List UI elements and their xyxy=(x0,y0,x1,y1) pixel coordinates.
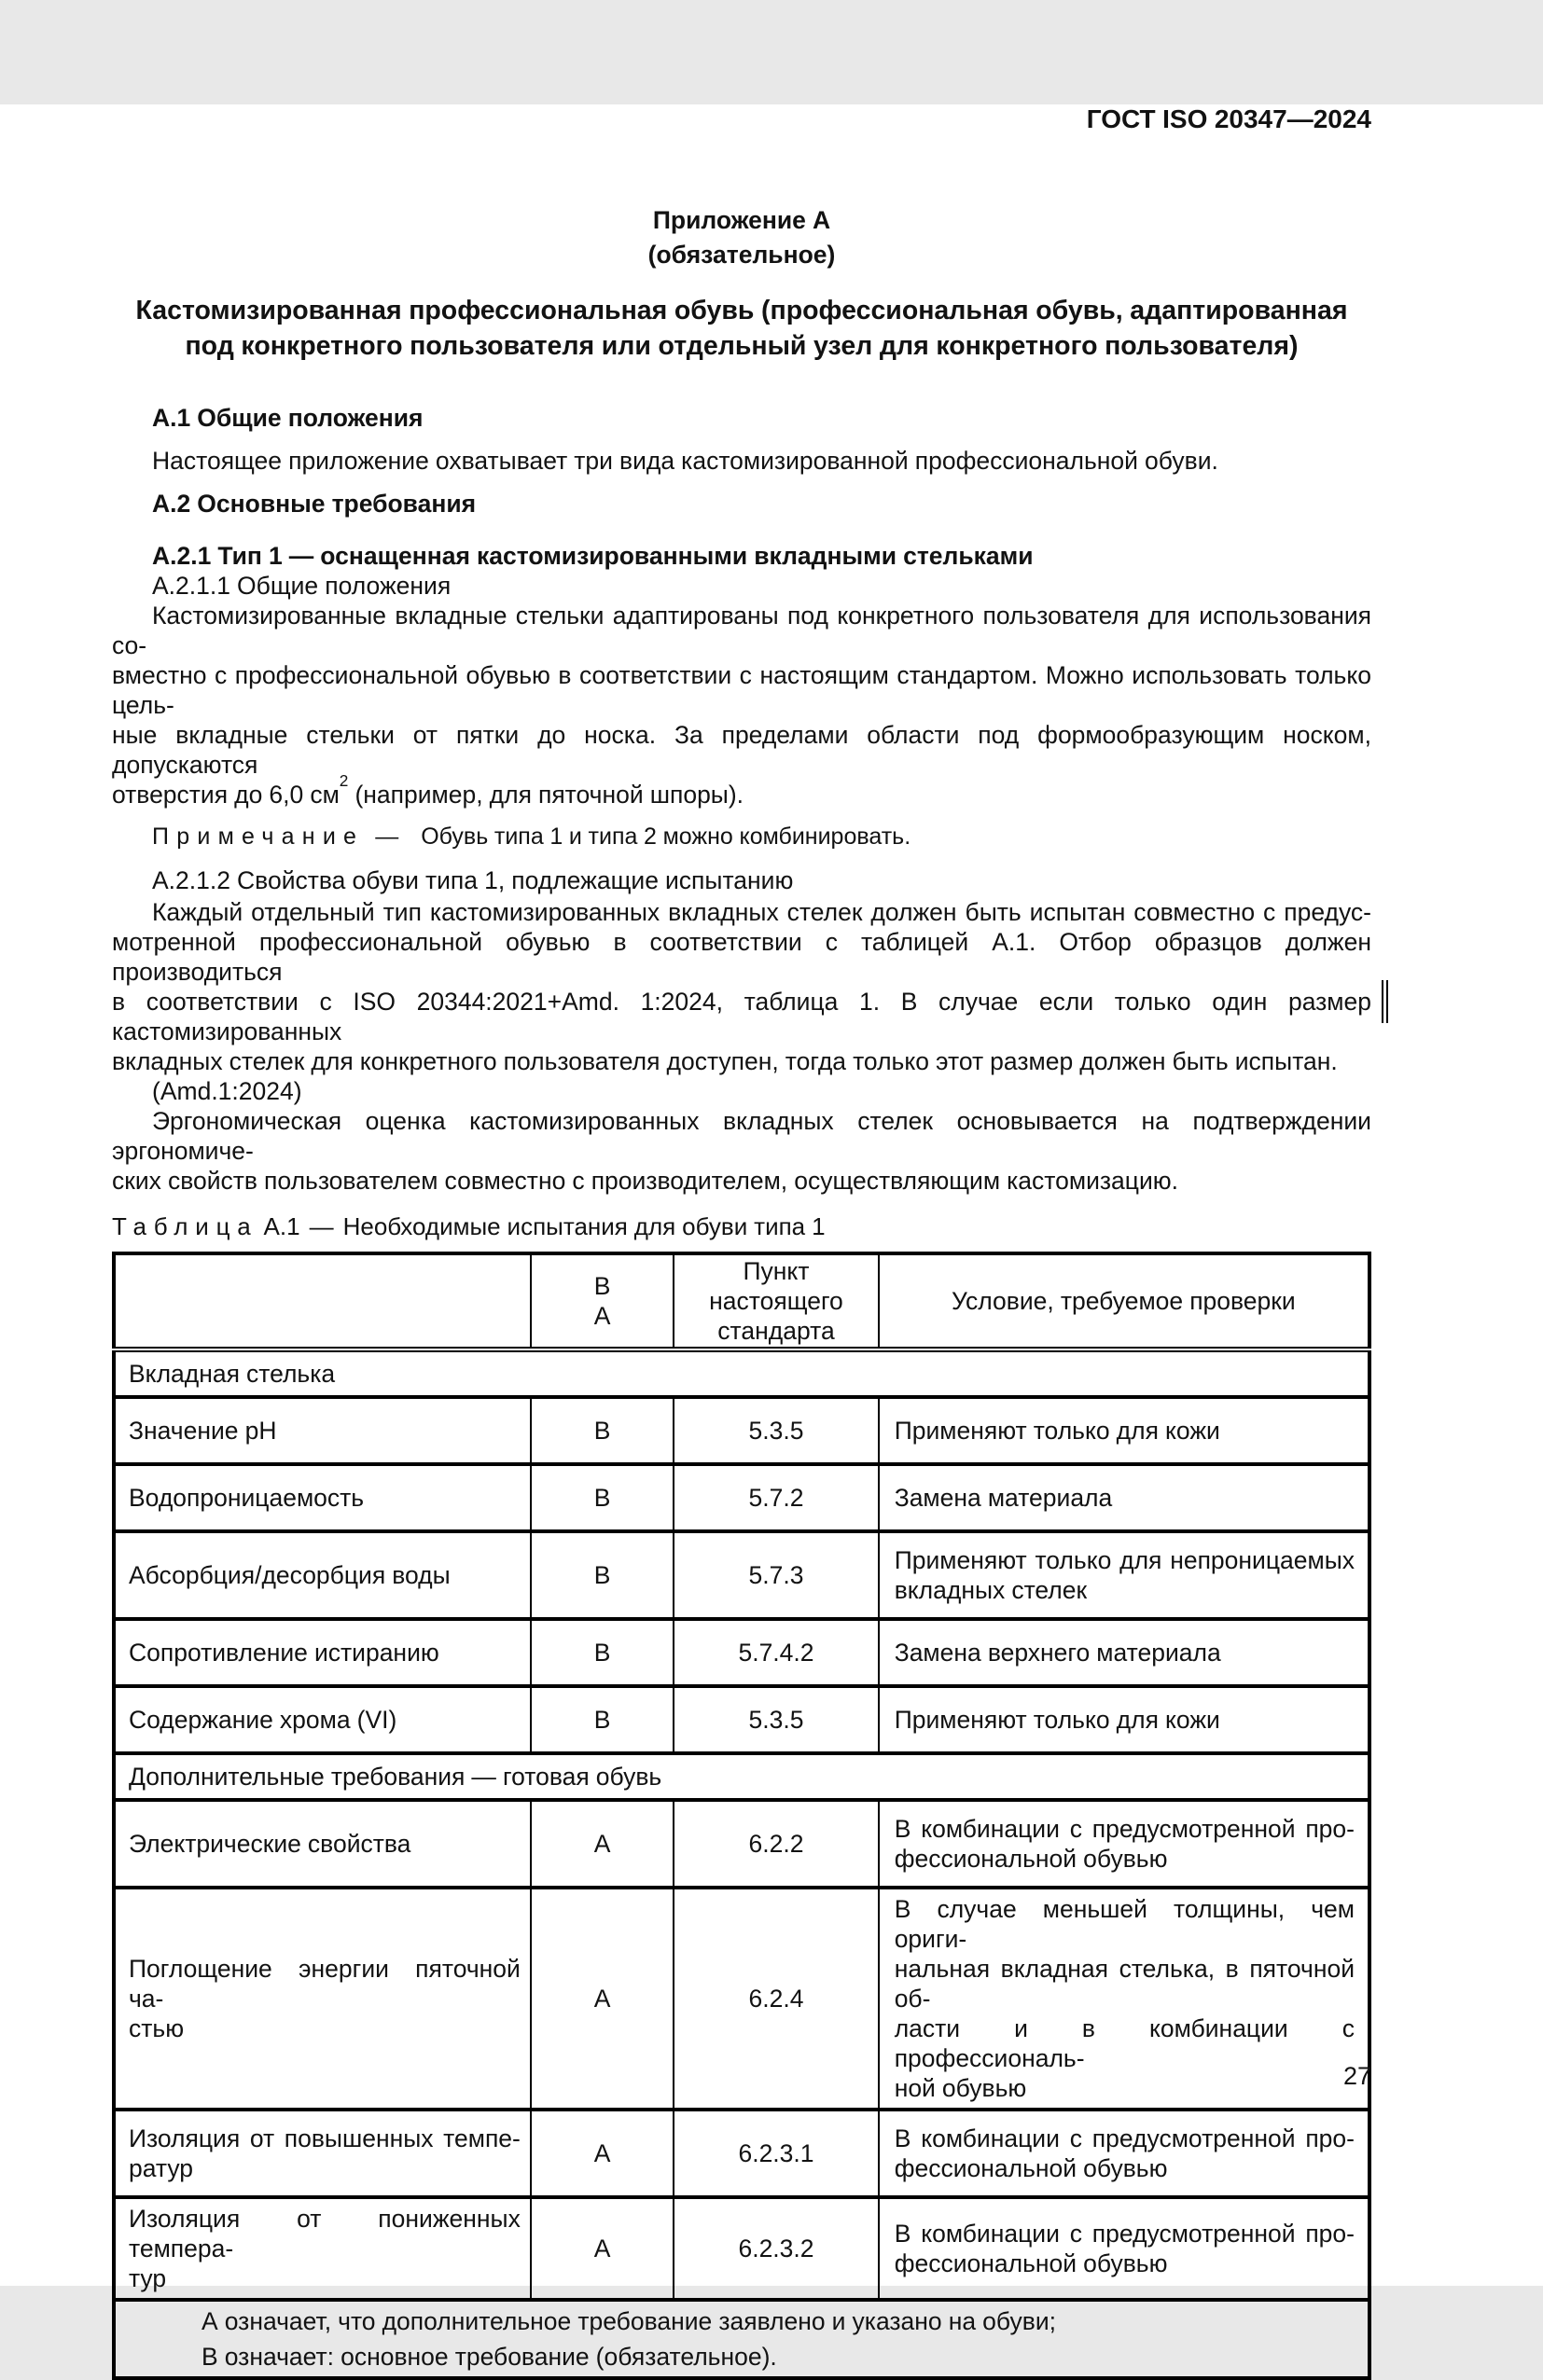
paragraph-line: вкладных стелек для конкретного пользователя доступен, тогда только этот размер должен быть испытан. xyxy=(112,1047,1338,1075)
document-page xyxy=(0,104,1543,2371)
paragraph-line: Эргономическая оценка кастомизированных вкладных стелек основывается на подтверждении эргономиче- xyxy=(112,1107,1371,1165)
footnote-line: В означает: основное требование (обязательное). xyxy=(202,2343,777,2371)
cell-clause: 5.7.2 xyxy=(674,1464,878,1531)
paragraph-line: мотренной профессиональной обувью в соответствии с таблицей А.1. Отбор образцов должен производиться xyxy=(112,928,1371,986)
section-title: Дополнительные требования — готовая обувь xyxy=(114,1753,1369,1800)
table-footnote-row xyxy=(114,2300,1369,2378)
cell-clause: 5.7.3 xyxy=(674,1531,878,1619)
property-line: ратур xyxy=(129,2154,194,2182)
header-clause-line: стандарта xyxy=(717,1317,835,1345)
property-line: Изоляция от пониженных темпера- xyxy=(129,2205,521,2262)
cell-clause: 6.2.2 xyxy=(674,1800,878,1888)
cell-property: Электрические свойства xyxy=(114,1800,531,1888)
cell-property xyxy=(114,2197,531,2300)
table-caption-label: Таблица xyxy=(112,1212,258,1240)
cell-property: Водопроницаемость xyxy=(114,1464,531,1531)
running-header xyxy=(112,104,1371,134)
condition-line: В случае меньшей толщины, чем ориги- xyxy=(894,1895,1355,1953)
cell-mark: А xyxy=(531,2110,674,2197)
paragraph-a1: Настоящее приложение охватывает три вида кастомизированной профессиональной обуви. xyxy=(152,447,1218,475)
superscript: 2 xyxy=(339,771,349,791)
appendix-title-line: под конкретного пользователя или отдельный узел для конкретного пользователя) xyxy=(185,331,1299,361)
header-cell-condition: Условие, требуемое проверки xyxy=(879,1253,1369,1349)
text-run: отверстия до 6,0 см xyxy=(112,781,340,809)
table-section-row xyxy=(114,1349,1369,1397)
cell-clause: 5.3.5 xyxy=(674,1397,878,1464)
condition-line: Применяют только для непроницаемых xyxy=(894,1546,1355,1574)
condition-line: фессиональной обувью xyxy=(894,2249,1168,2277)
header-cell-mark xyxy=(531,1253,674,1349)
property-line: Изоляция от повышенных темпе- xyxy=(129,2124,521,2152)
condition-line: ласти и в комбинации с профессиональ- xyxy=(894,2014,1355,2072)
table-caption-number: А.1 xyxy=(263,1212,300,1240)
cell-mark: А xyxy=(531,1800,674,1888)
appendix-title xyxy=(112,293,1371,364)
text-run: (например, для пяточной шпоры). xyxy=(348,781,744,809)
cell-condition xyxy=(879,1531,1369,1619)
cell-condition xyxy=(879,2197,1369,2300)
paragraph-line xyxy=(112,987,1371,1046)
header-mark-line: А xyxy=(593,1302,611,1330)
table-row xyxy=(114,1686,1369,1753)
property-line: тур xyxy=(129,2264,167,2292)
table-row xyxy=(114,1619,1369,1686)
note-text: Обувь типа 1 и типа 2 можно комбинировать. xyxy=(421,823,911,850)
amendment-reference: (Amd.1:2024) xyxy=(152,1077,302,1105)
condition-line: В комбинации с предусмотренной про- xyxy=(894,1815,1355,1843)
table-section-row xyxy=(114,1753,1369,1800)
cell-condition: Замена материала xyxy=(879,1464,1369,1531)
paragraph-line: Кастомизированные вкладные стельки адаптированы под конкретного пользователя для использования со- xyxy=(112,602,1371,659)
property-line: стью xyxy=(129,2014,185,2042)
cell-property xyxy=(114,2110,531,2197)
heading-a2: А.2 Основные требования xyxy=(152,490,477,518)
cell-condition: Применяют только для кожи xyxy=(879,1397,1369,1464)
cell-property: Содержание хрома (VI) xyxy=(114,1686,531,1753)
cell-property: Значение pH xyxy=(114,1397,531,1464)
cell-property xyxy=(114,1888,531,2110)
appendix-title-line: Кастомизированная профессиональная обувь (профессиональная обувь, адаптированная xyxy=(135,296,1348,325)
condition-line: фессиональной обувью xyxy=(894,2154,1168,2182)
paragraph-line xyxy=(112,771,1371,809)
standard-designation: ГОСТ ISO 20347—2024 xyxy=(1086,104,1371,133)
condition-line: нальная вкладная стелька, в пяточной об- xyxy=(894,1955,1355,2013)
cell-property: Абсорбция/десорбция воды xyxy=(114,1531,531,1619)
heading-a212: А.2.1.2 Свойства обуви типа 1, подлежащие испытанию xyxy=(152,866,794,894)
condition-line: В комбинации с предусмотренной про- xyxy=(894,2124,1355,2152)
appendix-kind: (обязательное) xyxy=(647,241,836,269)
table-footnote xyxy=(114,2300,1369,2378)
cell-mark: В xyxy=(531,1686,674,1753)
cell-mark: В xyxy=(531,1619,674,1686)
cell-property: Сопротивление истиранию xyxy=(114,1619,531,1686)
header-clause-line: Пункт настоящего xyxy=(709,1257,843,1315)
paragraph-a212-2 xyxy=(112,1106,1371,1196)
cell-condition: Замена верхнего материала xyxy=(879,1619,1369,1686)
table-row xyxy=(114,1397,1369,1464)
header-mark-line: В xyxy=(593,1272,611,1300)
cell-clause: 5.3.5 xyxy=(674,1686,878,1753)
page-number: 27 xyxy=(1342,2062,1371,2090)
paragraph-line: ских свойств пользователем совместно с производителем, осуществляющим кастомизацию. xyxy=(112,1167,1179,1195)
requirements-table xyxy=(112,1252,1371,2380)
paragraph-line: ные вкладные стельки от пятки до носка. За пределами области под формообразующим носком, допускаются xyxy=(112,721,1371,779)
paragraph-a212 xyxy=(112,897,1371,1106)
cell-clause: 6.2.3.2 xyxy=(674,2197,878,2300)
table-caption-text: Необходимые испытания для обуви типа 1 xyxy=(342,1212,826,1240)
cell-mark: А xyxy=(531,2197,674,2300)
table-row xyxy=(114,1531,1369,1619)
cell-mark: В xyxy=(531,1464,674,1531)
footnote-line: А означает, что дополнительное требование заявлено и указано на обуви; xyxy=(202,2307,1056,2335)
text-run: в соответствии с ISO 20344:2021+Amd. 1:2024, таблица 1. В случае если только один размер кастомизированных xyxy=(112,988,1371,1045)
table-header-row xyxy=(114,1253,1369,1349)
heading-a1: А.1 Общие положения xyxy=(152,404,424,432)
condition-line: ной обувью xyxy=(894,2074,1027,2102)
table-row xyxy=(114,1800,1369,1888)
condition-line: вкладных стелек xyxy=(894,1576,1088,1604)
cell-mark: В xyxy=(531,1531,674,1619)
table-row xyxy=(114,1464,1369,1531)
paragraph-line: вместно с профессиональной обувью в соответствии с настоящим стандартом. Можно использовать только цель- xyxy=(112,661,1371,719)
table-row xyxy=(114,1888,1369,2110)
cell-mark: А xyxy=(531,1888,674,2110)
note-dash: — xyxy=(375,823,399,850)
cell-condition xyxy=(879,1888,1369,2110)
cell-clause: 6.2.3.1 xyxy=(674,2110,878,2197)
table-caption-dash: — xyxy=(309,1212,334,1240)
cell-condition xyxy=(879,1800,1369,1888)
header-cell-clause xyxy=(674,1253,878,1349)
appendix-label: Приложение А xyxy=(652,206,831,234)
change-bar-marker xyxy=(1382,980,1388,1023)
condition-line: В комбинации с предусмотренной про- xyxy=(894,2220,1355,2248)
table-row xyxy=(114,2197,1369,2300)
note xyxy=(112,821,1371,852)
header-cell-empty xyxy=(114,1253,531,1349)
cell-clause: 6.2.4 xyxy=(674,1888,878,2110)
cell-mark: В xyxy=(531,1397,674,1464)
section-title: Вкладная стелька xyxy=(114,1349,1369,1397)
cell-condition: Применяют только для кожи xyxy=(879,1686,1369,1753)
heading-a21: А.2.1 Тип 1 — оснащенная кастомизированными вкладными стельками xyxy=(152,542,1034,570)
property-line: Поглощение энергии пяточной ча- xyxy=(129,1955,521,2013)
cell-condition xyxy=(879,2110,1369,2197)
note-label: Примечание xyxy=(152,823,365,850)
paragraph-line: Каждый отдельный тип кастомизированных вкладных стелек должен быть испытан совместно с предус- xyxy=(152,898,1371,926)
paragraph-a211 xyxy=(112,601,1371,809)
table-caption xyxy=(112,1211,1371,1242)
condition-line: фессиональной обувью xyxy=(894,1845,1168,1873)
cell-clause: 5.7.4.2 xyxy=(674,1619,878,1686)
table-row xyxy=(114,2110,1369,2197)
heading-a211: А.2.1.1 Общие положения xyxy=(152,572,452,600)
